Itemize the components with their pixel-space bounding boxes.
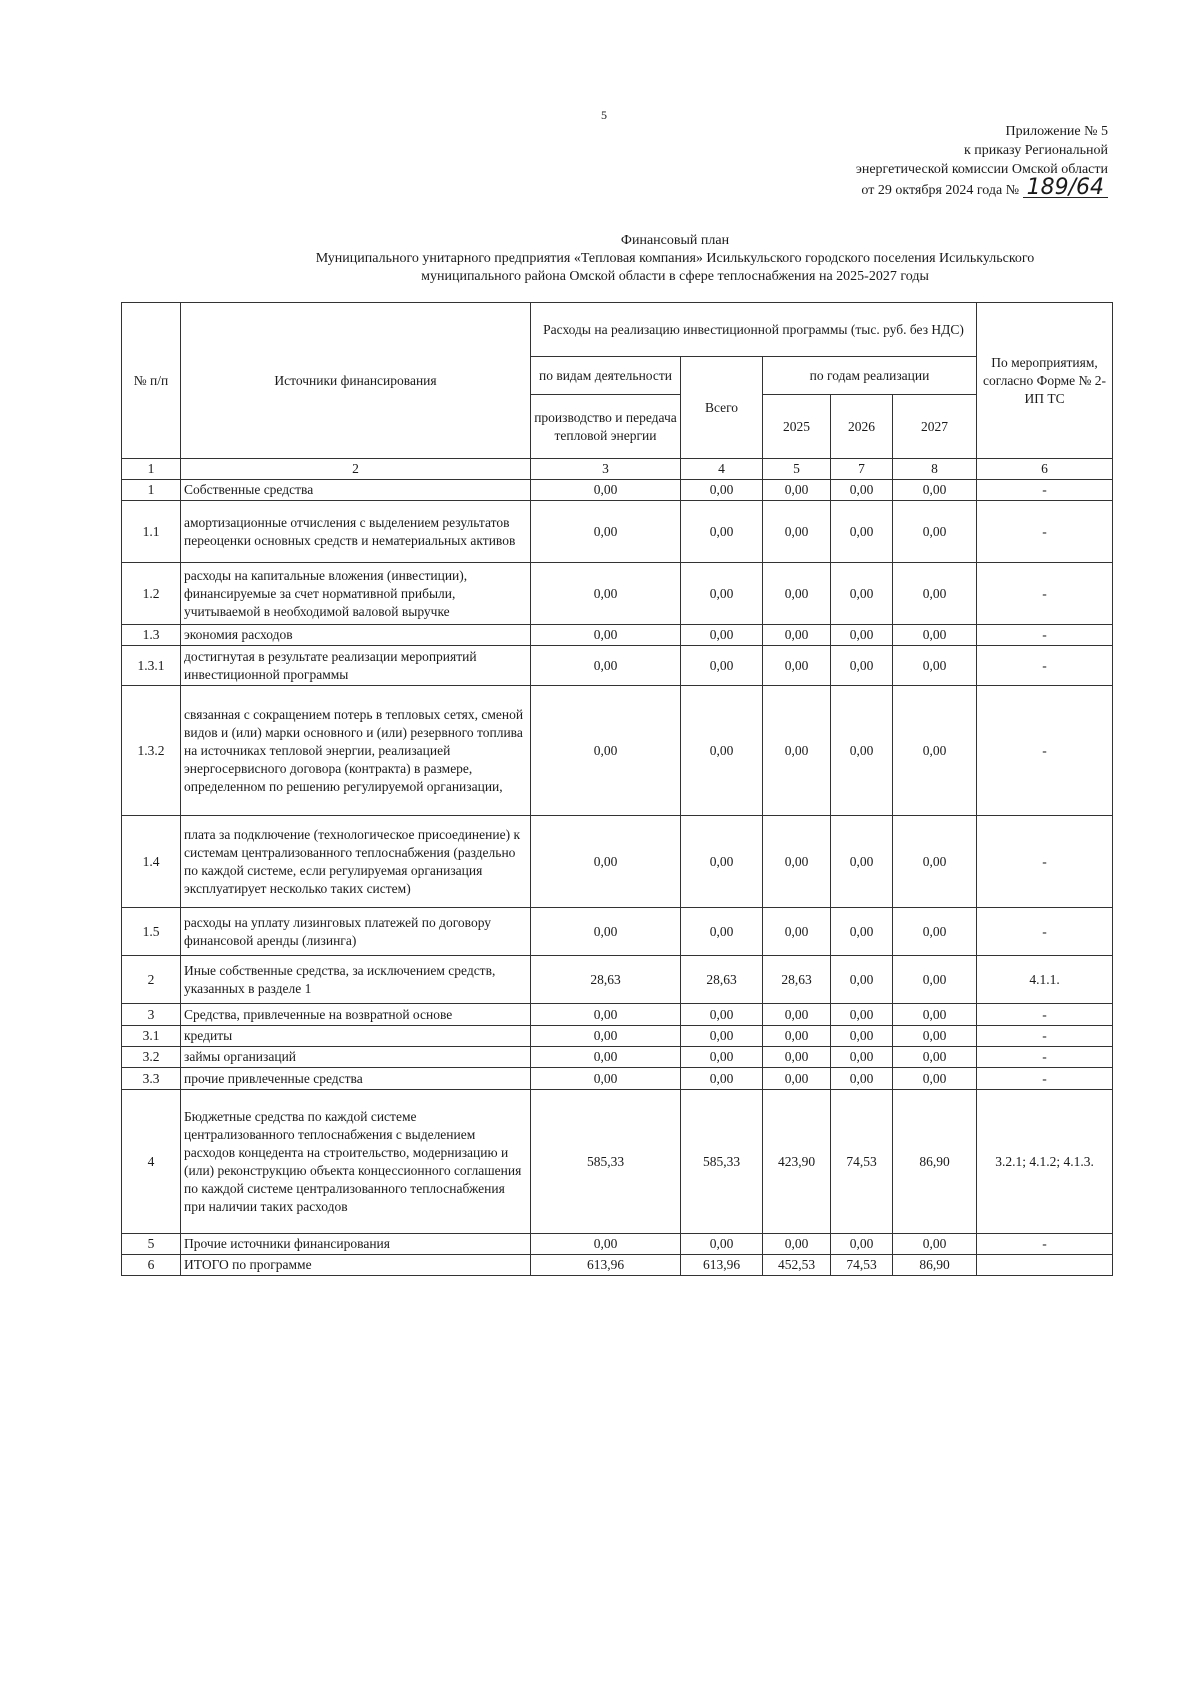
row-source-name: амортизационные отчисления с выделением результатов переоценки основных средств и нематериальных активов (181, 501, 531, 563)
row-source-name: расходы на уплату лизинговых платежей по договору финансовой аренды (лизинга) (181, 908, 531, 956)
row-2025-value: 0,00 (763, 563, 831, 625)
row-source-name: займы организаций (181, 1047, 531, 1068)
table-row (122, 1068, 1113, 1090)
header-num: № п/п (122, 303, 181, 459)
row-2026-value: 0,00 (831, 480, 893, 501)
row-total-value: 613,96 (681, 1255, 763, 1276)
handwritten-order-number: 189/64 (1023, 179, 1108, 198)
row-2026-value: 0,00 (831, 625, 893, 646)
row-total-value: 0,00 (681, 480, 763, 501)
column-number: 5 (763, 459, 831, 480)
row-activity-value: 0,00 (531, 816, 681, 908)
row-2025-value: 0,00 (763, 1068, 831, 1090)
row-source-name: плата за подключение (технологическое присоединение) к системам централизованного теплоснабжения (раздельно по каждой системе, если регулируемая организация эксплуатирует несколько таких систем) (181, 816, 531, 908)
header-activity-type: производство и передача тепловой энергии (531, 395, 681, 459)
row-2026-value: 0,00 (831, 1047, 893, 1068)
row-2025-value: 0,00 (763, 1047, 831, 1068)
row-source-name: Средства, привлеченные на возвратной основе (181, 1004, 531, 1026)
header-expenses: Расходы на реализацию инвестиционной программы (тыс. руб. без НДС) (531, 303, 977, 357)
row-2026-value: 0,00 (831, 501, 893, 563)
row-source-name: ИТОГО по программе (181, 1255, 531, 1276)
column-number: 8 (893, 459, 977, 480)
table-row (122, 646, 1113, 686)
row-total-value: 585,33 (681, 1090, 763, 1234)
row-2026-value: 0,00 (831, 1004, 893, 1026)
row-source-name: Бюджетные средства по каждой системе централизованного теплоснабжения с выделением расходов концедента на строительство, модернизацию и (или) реконструкцию объекта концессионного соглашения по каждой системе централизованного теплоснабжения при наличии таких расходов (181, 1090, 531, 1234)
row-measures: - (977, 816, 1113, 908)
row-source-name: связанная с сокращением потерь в тепловых сетях, сменой видов и (или) марки основного и (или) резервного топлива на источниках тепловой энергии, реализацией энергосервисного договора (контракта) в размере, определенном по решению регулируемой организации, (181, 686, 531, 816)
header-source: Источники финансирования (181, 303, 531, 459)
row-2026-value: 0,00 (831, 686, 893, 816)
row-total-value: 0,00 (681, 908, 763, 956)
row-2025-value: 0,00 (763, 686, 831, 816)
row-number: 3.2 (122, 1047, 181, 1068)
row-total-value: 0,00 (681, 625, 763, 646)
row-2027-value: 0,00 (893, 1068, 977, 1090)
row-2025-value: 452,53 (763, 1255, 831, 1276)
table-row (122, 480, 1113, 501)
row-total-value: 0,00 (681, 1234, 763, 1255)
row-measures: - (977, 1234, 1113, 1255)
row-2026-value: 0,00 (831, 908, 893, 956)
row-measures: - (977, 501, 1113, 563)
row-2027-value: 0,00 (893, 625, 977, 646)
row-2027-value: 86,90 (893, 1255, 977, 1276)
table-row (122, 563, 1113, 625)
table-row (122, 1255, 1113, 1276)
row-measures: 3.2.1; 4.1.2; 4.1.3. (977, 1090, 1113, 1234)
row-activity-value: 585,33 (531, 1090, 681, 1234)
row-activity-value: 0,00 (531, 1234, 681, 1255)
row-activity-value: 0,00 (531, 686, 681, 816)
row-2027-value: 0,00 (893, 646, 977, 686)
header-by-years: по годам реализации (763, 357, 977, 395)
title-line: муниципального района Омской области в сфере теплоснабжения на 2025-2027 годы (421, 269, 929, 284)
row-source-name: Иные собственные средства, за исключением средств, указанных в разделе 1 (181, 956, 531, 1004)
header-year-2026: 2026 (831, 395, 893, 459)
row-number: 1.1 (122, 501, 181, 563)
row-total-value: 0,00 (681, 1004, 763, 1026)
header-measures: По мероприятиям, согласно Форме № 2-ИП ТС (977, 303, 1113, 459)
row-number: 4 (122, 1090, 181, 1234)
column-number: 1 (122, 459, 181, 480)
row-2027-value: 0,00 (893, 956, 977, 1004)
row-activity-value: 0,00 (531, 1068, 681, 1090)
row-activity-value: 0,00 (531, 1047, 681, 1068)
column-number: 2 (181, 459, 531, 480)
row-activity-value: 28,63 (531, 956, 681, 1004)
order-date: от 29 октября 2024 года № (861, 183, 1020, 198)
row-measures: - (977, 563, 1113, 625)
row-2027-value: 0,00 (893, 480, 977, 501)
row-2026-value: 74,53 (831, 1255, 893, 1276)
column-number: 3 (531, 459, 681, 480)
row-2025-value: 423,90 (763, 1090, 831, 1234)
row-number: 3 (122, 1004, 181, 1026)
row-total-value: 0,00 (681, 1026, 763, 1047)
column-number: 7 (831, 459, 893, 480)
row-2027-value: 0,00 (893, 501, 977, 563)
table-body (122, 480, 1113, 1276)
row-2026-value: 0,00 (831, 816, 893, 908)
row-2026-value: 0,00 (831, 1234, 893, 1255)
row-number: 3.3 (122, 1068, 181, 1090)
financial-plan-table (121, 302, 1113, 1276)
table-row (122, 501, 1113, 563)
row-source-name: прочие привлеченные средства (181, 1068, 531, 1090)
table-row (122, 1026, 1113, 1047)
table-row (122, 908, 1113, 956)
row-2025-value: 0,00 (763, 646, 831, 686)
table-row (122, 1090, 1113, 1234)
row-measures: - (977, 625, 1113, 646)
row-total-value: 28,63 (681, 956, 763, 1004)
table-row (122, 816, 1113, 908)
row-2026-value: 0,00 (831, 563, 893, 625)
table-row (122, 1234, 1113, 1255)
row-2027-value: 0,00 (893, 816, 977, 908)
row-2025-value: 0,00 (763, 480, 831, 501)
table-header (122, 303, 1113, 480)
table-row (122, 686, 1113, 816)
table-row (122, 956, 1113, 1004)
row-activity-value: 0,00 (531, 625, 681, 646)
column-number-row (122, 459, 1113, 480)
page-number: 5 (601, 108, 607, 122)
table-row (122, 1047, 1113, 1068)
row-2027-value: 86,90 (893, 1090, 977, 1234)
header-year-2027: 2027 (893, 395, 977, 459)
row-number: 2 (122, 956, 181, 1004)
table-row (122, 625, 1113, 646)
column-number: 4 (681, 459, 763, 480)
row-total-value: 0,00 (681, 816, 763, 908)
row-measures: - (977, 908, 1113, 956)
row-number: 1.3.2 (122, 686, 181, 816)
row-total-value: 0,00 (681, 1047, 763, 1068)
header-year-2025: 2025 (763, 395, 831, 459)
document-title (120, 232, 1200, 286)
row-source-name: расходы на капитальные вложения (инвестиции), финансируемые за счет нормативной прибыли, учитываемой в необходимой валовой выручке (181, 563, 531, 625)
appendix-line: Приложение № 5 (1005, 124, 1108, 139)
row-source-name: Собственные средства (181, 480, 531, 501)
row-2027-value: 0,00 (893, 1026, 977, 1047)
row-number: 1.2 (122, 563, 181, 625)
row-2027-value: 0,00 (893, 908, 977, 956)
row-number: 1.3 (122, 625, 181, 646)
row-2025-value: 0,00 (763, 1026, 831, 1047)
row-activity-value: 0,00 (531, 501, 681, 563)
row-measures: - (977, 1026, 1113, 1047)
row-2027-value: 0,00 (893, 1004, 977, 1026)
row-2026-value: 0,00 (831, 956, 893, 1004)
row-activity-value: 0,00 (531, 1004, 681, 1026)
row-2027-value: 0,00 (893, 686, 977, 816)
appendix-line: к приказу Региональной (963, 143, 1108, 158)
row-total-value: 0,00 (681, 646, 763, 686)
row-number: 1 (122, 480, 181, 501)
row-measures: 4.1.1. (977, 956, 1113, 1004)
row-measures: - (977, 480, 1113, 501)
row-activity-value: 613,96 (531, 1255, 681, 1276)
row-2025-value: 0,00 (763, 625, 831, 646)
row-number: 1.4 (122, 816, 181, 908)
row-2026-value: 0,00 (831, 1068, 893, 1090)
column-number: 6 (977, 459, 1113, 480)
row-2027-value: 0,00 (893, 563, 977, 625)
row-2025-value: 0,00 (763, 501, 831, 563)
table-row (122, 1004, 1113, 1026)
row-activity-value: 0,00 (531, 480, 681, 501)
row-number: 6 (122, 1255, 181, 1276)
row-activity-value: 0,00 (531, 908, 681, 956)
row-source-name: достигнутая в результате реализации мероприятий инвестиционной программы (181, 646, 531, 686)
row-number: 1.3.1 (122, 646, 181, 686)
header-total: Всего (681, 357, 763, 459)
row-total-value: 0,00 (681, 501, 763, 563)
row-measures (977, 1255, 1113, 1276)
row-2026-value: 74,53 (831, 1090, 893, 1234)
appendix-header (728, 122, 1108, 200)
row-2025-value: 0,00 (763, 908, 831, 956)
row-2025-value: 0,00 (763, 1234, 831, 1255)
row-source-name: экономия расходов (181, 625, 531, 646)
row-2025-value: 0,00 (763, 1004, 831, 1026)
row-measures: - (977, 1047, 1113, 1068)
title-line: Муниципального унитарного предприятия «Тепловая компания» Исилькульского городского поселения Исилькульского (315, 251, 1035, 266)
row-number: 1.5 (122, 908, 181, 956)
row-2026-value: 0,00 (831, 1026, 893, 1047)
header-by-activity: по видам деятельности (531, 357, 681, 395)
row-2025-value: 0,00 (763, 816, 831, 908)
row-total-value: 0,00 (681, 686, 763, 816)
title-line: Финансовый план (620, 233, 730, 248)
row-total-value: 0,00 (681, 563, 763, 625)
row-2025-value: 28,63 (763, 956, 831, 1004)
row-measures: - (977, 646, 1113, 686)
appendix-line: энергетической комиссии Омской области (855, 162, 1108, 177)
row-activity-value: 0,00 (531, 646, 681, 686)
row-measures: - (977, 1068, 1113, 1090)
row-2027-value: 0,00 (893, 1234, 977, 1255)
row-2027-value: 0,00 (893, 1047, 977, 1068)
row-measures: - (977, 686, 1113, 816)
appendix-order-line (728, 175, 1108, 200)
row-total-value: 0,00 (681, 1068, 763, 1090)
row-2026-value: 0,00 (831, 646, 893, 686)
row-number: 3.1 (122, 1026, 181, 1047)
row-number: 5 (122, 1234, 181, 1255)
row-source-name: Прочие источники финансирования (181, 1234, 531, 1255)
row-activity-value: 0,00 (531, 1026, 681, 1047)
row-source-name: кредиты (181, 1026, 531, 1047)
row-measures: - (977, 1004, 1113, 1026)
row-activity-value: 0,00 (531, 563, 681, 625)
